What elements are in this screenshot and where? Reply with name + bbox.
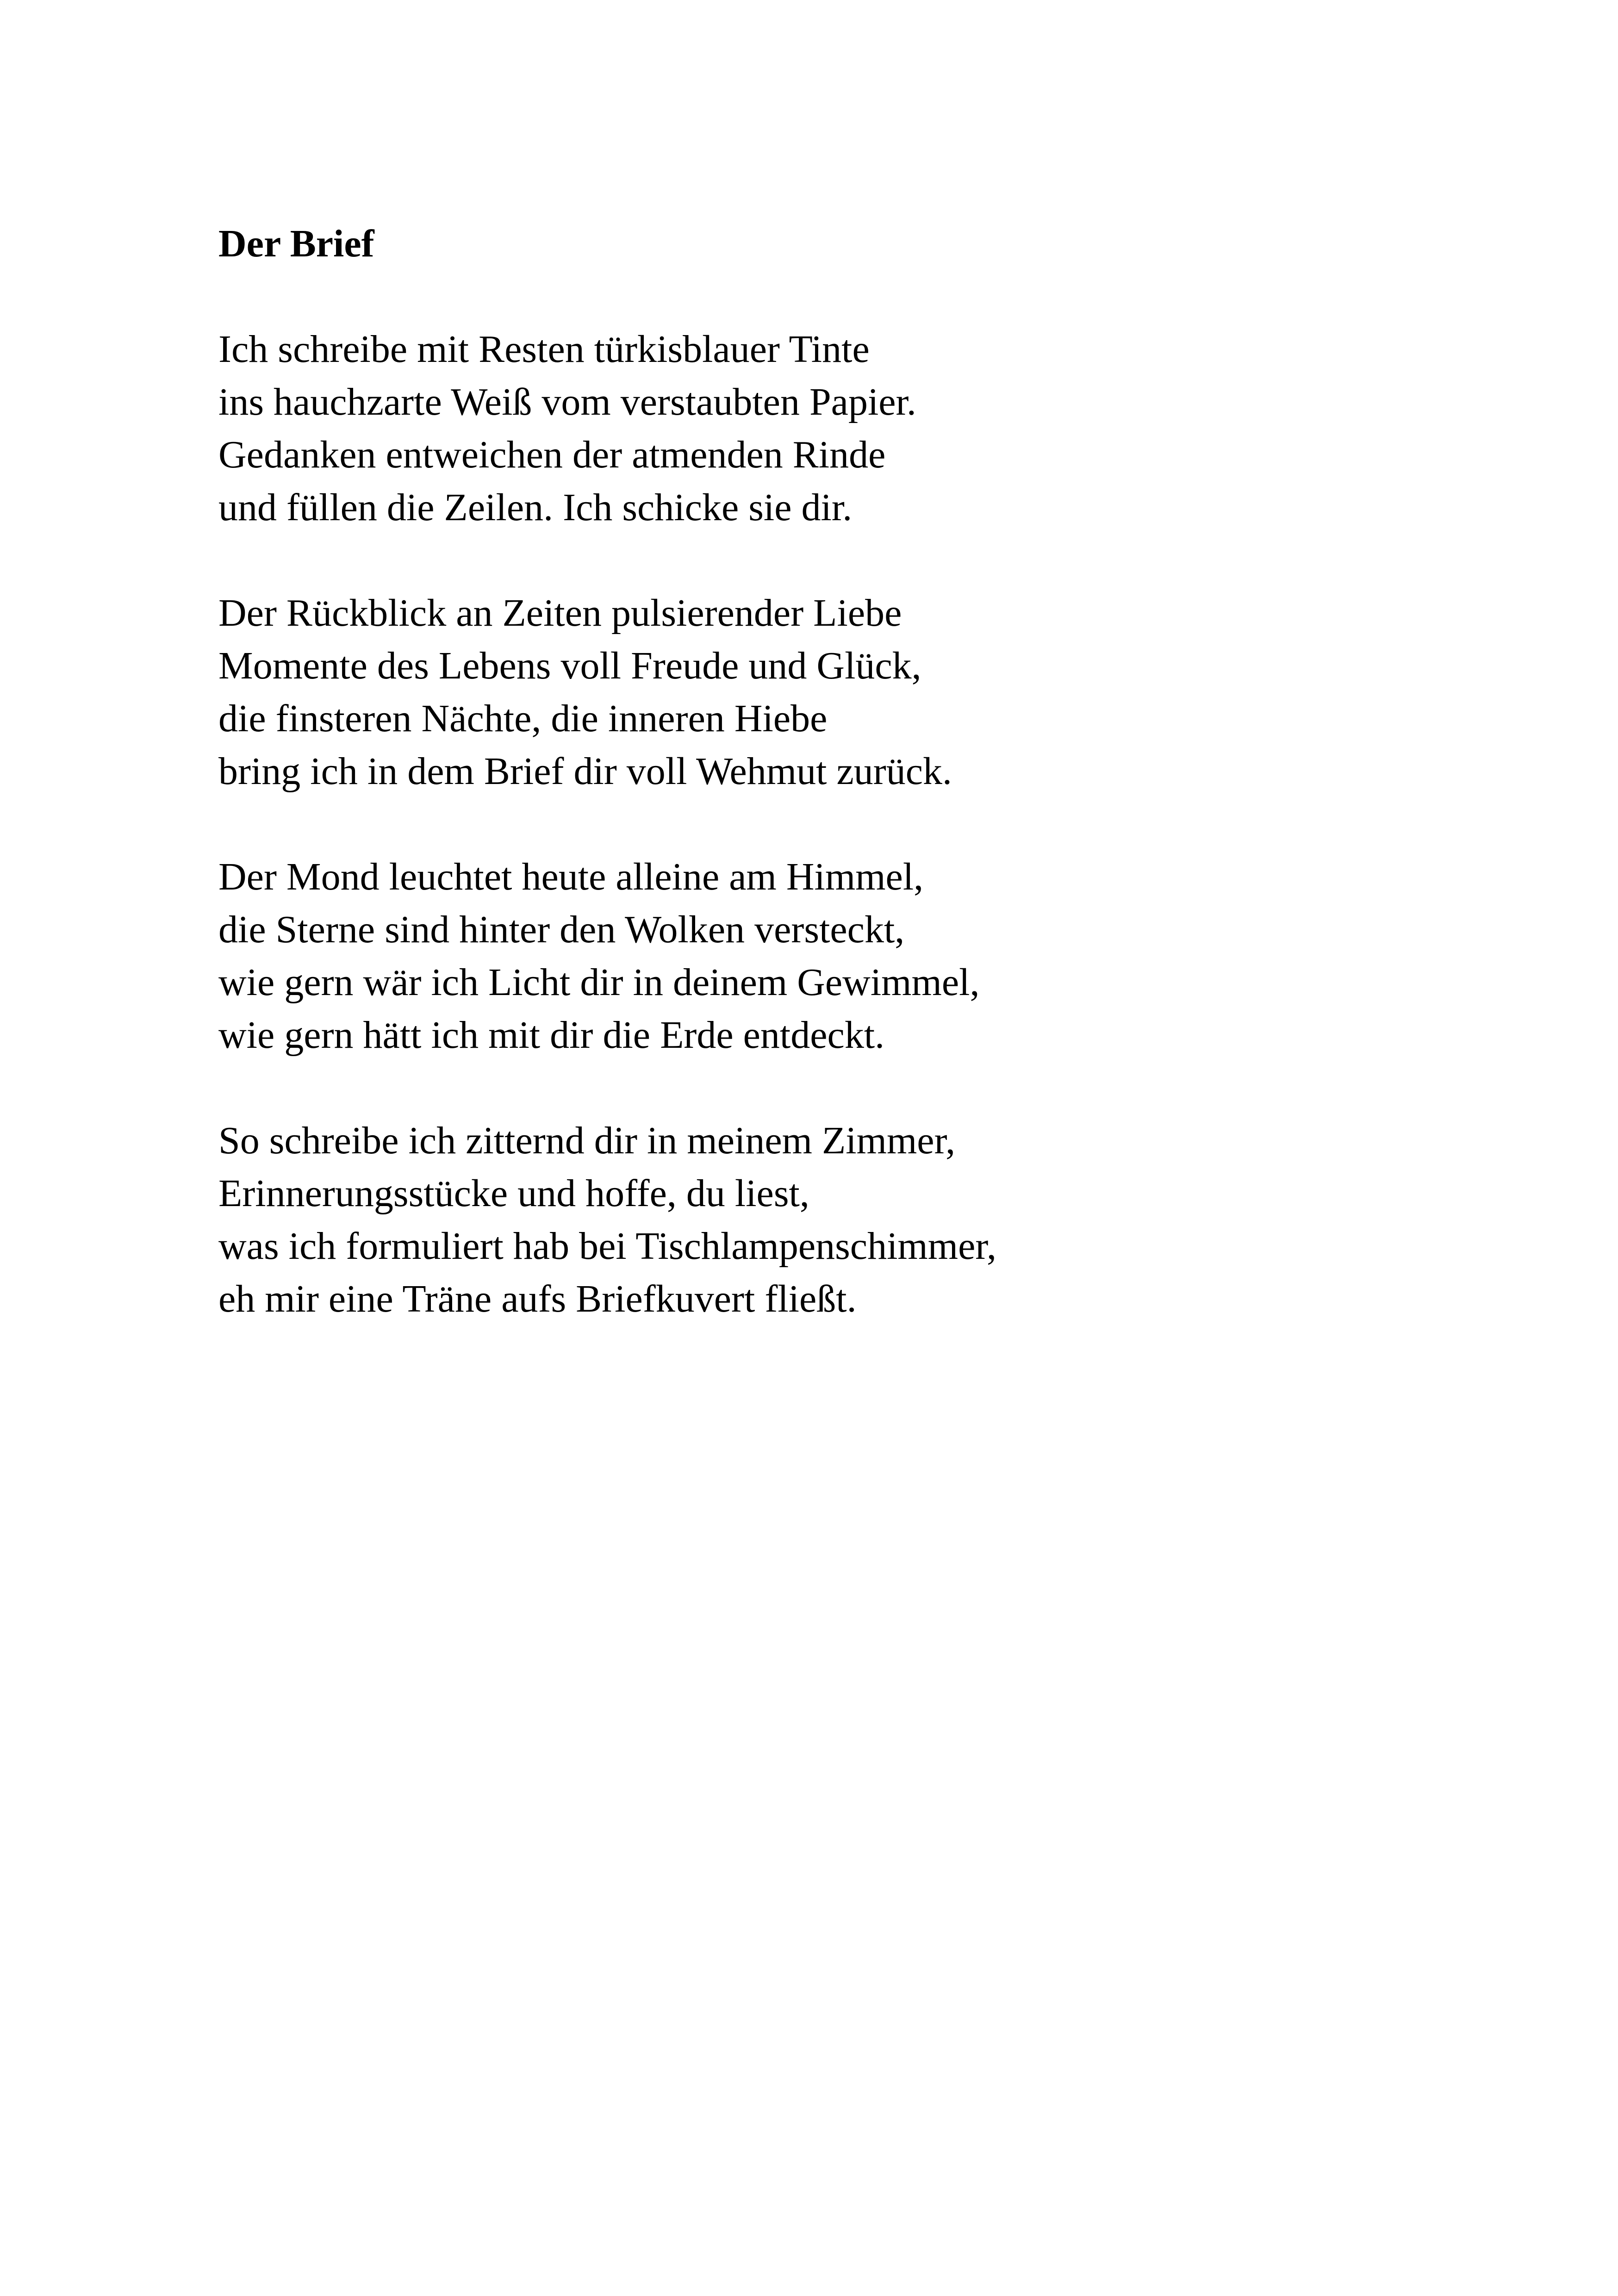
stanza-1 [218,323,1468,534]
poem-line: Der Mond leuchtet heute alleine am Himmel, [218,855,924,898]
poem-line: die finsteren Nächte, die inneren Hiebe [218,697,828,740]
poem-line: Momente des Lebens voll Freude und Glück, [218,644,921,687]
poem-line: wie gern wär ich Licht dir in deinem Gewimmel, [218,961,980,1004]
stanza-4 [218,1114,1468,1325]
poem-line: Ich schreibe mit Resten türkisblauer Tinte [218,328,870,371]
poem-title: Der Brief [218,222,374,265]
poem-line: wie gern hätt ich mit dir die Erde entdeckt. [218,1014,885,1057]
poem-line: Gedanken entweichen der atmenden Rinde [218,433,886,476]
poem-line: was ich formuliert hab bei Tischlampenschimmer, [218,1225,996,1268]
poem-line: bring ich in dem Brief dir voll Wehmut zurück. [218,750,952,793]
stanza-2 [218,587,1468,798]
poem-line: und füllen die Zeilen. Ich schicke sie dir. [218,486,853,529]
poem-line: eh mir eine Träne aufs Briefkuvert fließt. [218,1277,857,1320]
poem [218,218,1468,1378]
poem-line: Erinnerungsstücke und hoffe, du liest, [218,1172,809,1215]
poem-line: So schreibe ich zitternd dir in meinem Zimmer, [218,1119,956,1162]
poem-line: die Sterne sind hinter den Wolken versteckt, [218,908,905,951]
stanza-3 [218,851,1468,1062]
poem-line: ins hauchzarte Weiß vom verstaubten Papier. [218,380,916,423]
poem-line: Der Rückblick an Zeiten pulsierender Liebe [218,591,902,635]
